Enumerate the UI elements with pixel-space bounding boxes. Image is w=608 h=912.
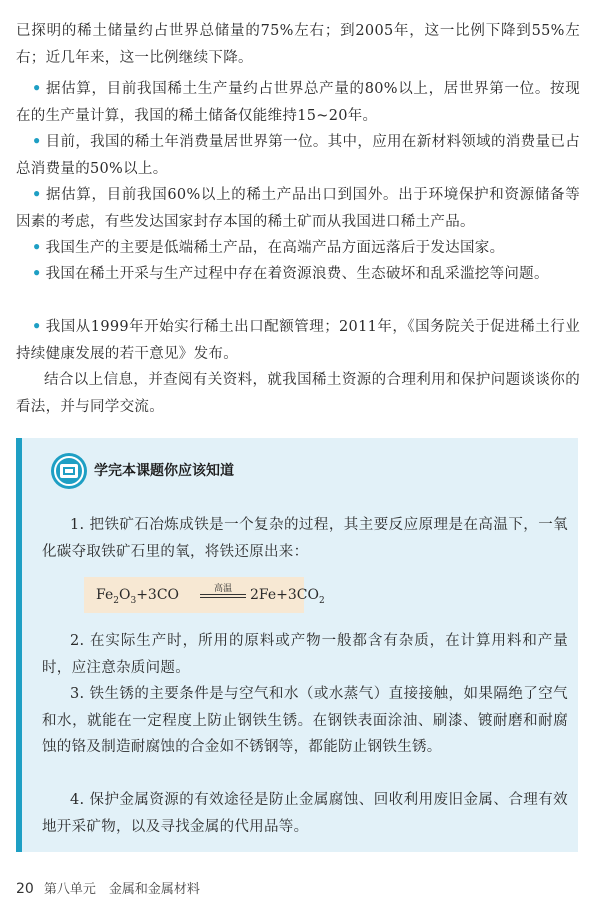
equation-bar-top [200, 594, 246, 595]
unit-title: 第八单元 金属和金属材料 [43, 882, 200, 897]
equation-condition: 高温 [213, 584, 232, 594]
learning-logo-icon [50, 452, 88, 490]
equation-reactants: $Fe_2O_3+3CO$ [96, 587, 180, 606]
summary-point-1: 1. 把铁矿石冶炼成铁是一个复杂的过程，其主要反应原理是在高温下，一氧化碳夺取铁矿石里的氧，将铁还原出来： [42, 517, 568, 560]
summary-point-3: 3. 铁生锈的主要条件是与空气和水（或水蒸气）直接接触，如果隔绝了空气和水，就能在一定程度上防止钢铁生锈。在钢铁表面涂油、刷漆、镀耐磨和耐腐蚀的铬及制造耐腐蚀的合金如不锈钢等，都能防止钢铁生锈。 [42, 686, 568, 755]
equation-products: $2Fe+3CO_2$ [250, 587, 325, 606]
intro-paragraph: 已探明的稀土储量约占世界总储量的75%左右；到2005年，这一比例下降到55%左右；近几年来，这一比例继续下降。 [16, 23, 580, 66]
bullet-dot-icon: • [32, 133, 42, 150]
bullet-paragraph: • 据估算，目前我国60%以上的稀土产品出口到国外。出于环境保护和资源储备等因素的考虑，有些发达国家封存本国的稀土矿而从我国进口稀土产品。 [16, 186, 580, 230]
bullet-dot-icon: • [32, 80, 42, 97]
summary-panel [16, 438, 578, 852]
summary-point-4: 4. 保护金属资源的有效途径是防止金属腐蚀、回收利用废旧金属、合理有效地开采矿物，以及寻找金属的代用品等。 [42, 792, 568, 835]
bullet-dot-icon: • [32, 318, 42, 335]
page-number: 20 [16, 881, 34, 897]
bullet-paragraph: • 我国从1999年开始实行稀土出口配额管理；2011年，《国务院关于促进稀土行业持续健康发展的若干意见》发布。 [16, 318, 580, 362]
bullet-paragraph: • 我国生产的主要是低端稀土产品，在高端产品方面远落后于发达国家。 [32, 239, 505, 256]
panel-title: 学完本课题你应该知道 [94, 463, 234, 479]
closing-paragraph: 结合以上信息，并查阅有关资料，就我国稀土资源的合理利用和保护问题谈谈你的看法，并与同学交流。 [16, 372, 580, 415]
page-footer [16, 878, 200, 897]
summary-point-2: 2. 在实际生产时，所用的原料或产物一般都含有杂质，在计算用料和产量时，应注意杂质问题。 [42, 633, 568, 676]
bullet-paragraph: • 我国在稀土开采与生产过程中存在着资源浪费、生态破坏和乱采滥挖等问题。 [32, 265, 549, 282]
bullet-paragraph: • 据估算，目前我国稀土生产量约占世界总产量的80%以上，居世界第一位。按现在的生产量计算，我国的稀土储备仅能维持15~20年。 [16, 80, 580, 124]
bullet-dot-icon: • [32, 239, 42, 256]
bullet-paragraph: • 目前，我国的稀土年消费量居世界第一位。其中，应用在新材料领域的消费量已占总消费量的50%以上。 [16, 133, 580, 177]
bullet-dot-icon: • [32, 265, 42, 282]
chemical-equation [84, 577, 325, 613]
bullet-dot-icon: • [32, 186, 42, 203]
equation-bar-bottom [200, 597, 246, 598]
